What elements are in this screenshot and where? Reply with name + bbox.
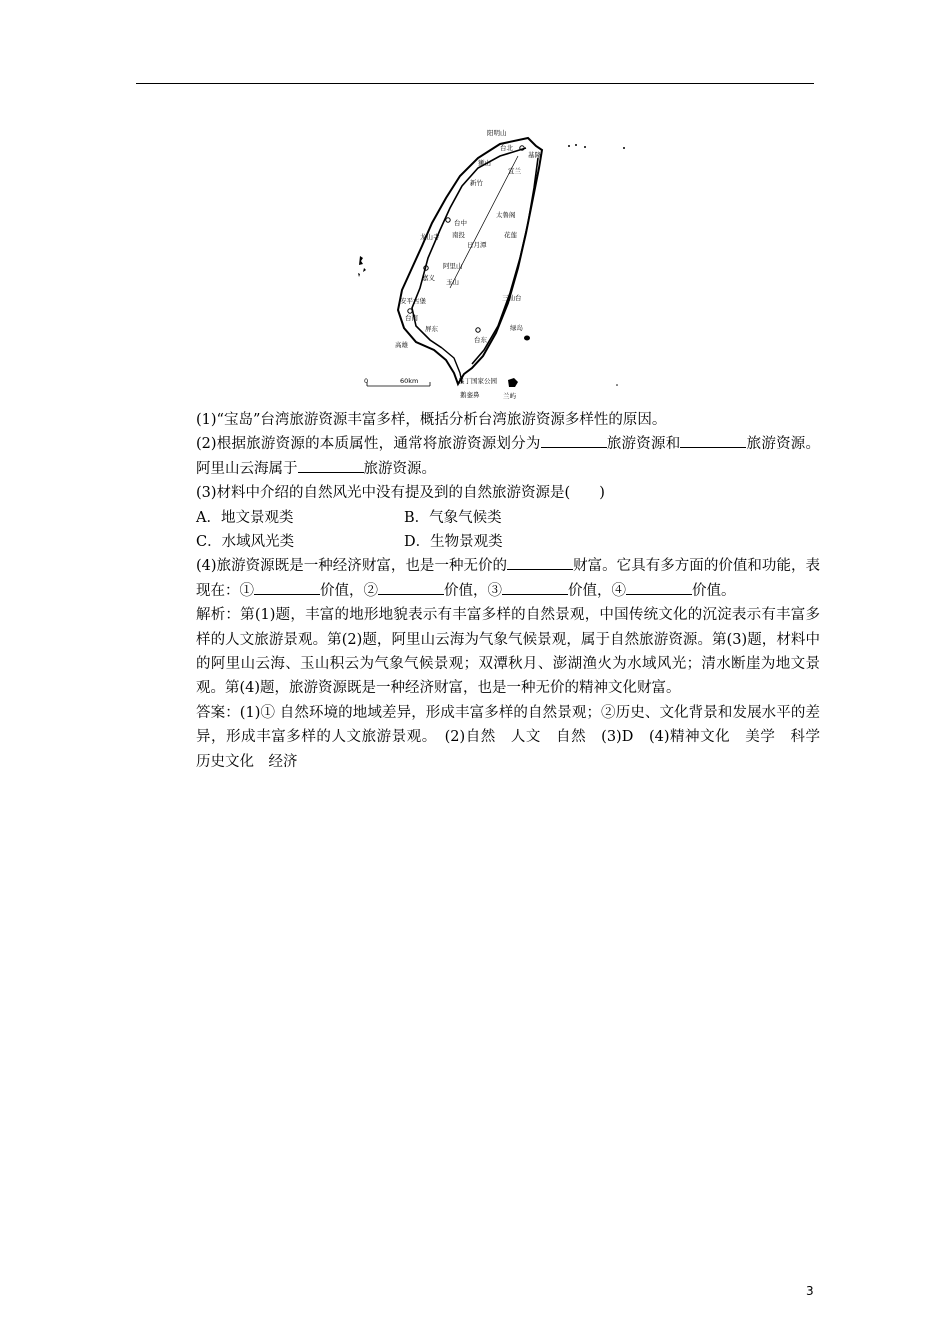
question-3: (3)材料中介绍的自然风光中没有提及到的自然旅游资源是( ) — [196, 485, 605, 502]
map-label: 日月潭 — [467, 241, 487, 249]
islet-2 — [575, 144, 577, 146]
islet-5 — [616, 384, 618, 386]
q4-text-6: 价值。 — [692, 582, 736, 599]
answer-blank — [541, 433, 607, 448]
analysis: 解析：第(1)题，丰富的地形地貌表示有丰富多样的自然景观，中国传统文化的沉淀表示有丰富多样的人文旅游景观。第(2)题，阿里山云海为气象气候景观，属于自然旅游资源。第(3)题，材料中的阿里山云海、玉山积云为气象气候景观；双潭秋月、澎湖渔火为水域风光；清水断崖为地文景观。第(4)题，旅游资源既是一种经济财富，也是一种无价的精神文化财富。 — [196, 607, 820, 697]
taizhong-marker — [446, 218, 450, 222]
option-c: C．水域风光类 — [196, 534, 295, 551]
map-label: 南投 — [452, 231, 465, 239]
islet-1 — [568, 145, 570, 147]
islet-4 — [623, 147, 625, 149]
islet-3 — [584, 146, 586, 148]
map-label: 嘉义 — [422, 274, 435, 282]
east-coast-route — [472, 158, 538, 364]
map-label: 宜兰 — [508, 167, 521, 175]
green-island — [524, 336, 530, 341]
map-label: 花莲 — [504, 231, 517, 239]
answer-blank — [298, 458, 364, 473]
options-row-2 — [196, 530, 820, 554]
q4-text-3: 价值，② — [320, 582, 378, 599]
map-label: 台中 — [454, 219, 467, 227]
map-label: 龙山寺 — [420, 233, 440, 241]
orchid-island — [508, 378, 518, 387]
question-1: (1)“宝岛”台湾旅游资源丰富多样，概括分析台湾旅游资源多样性的原因。 — [196, 412, 667, 428]
header-rule — [136, 83, 814, 84]
q4-text-2: 财富。它具有多方面的价值和功能，表现在：① — [196, 558, 821, 599]
answer-blank — [507, 555, 573, 570]
map-label: 玉山 — [446, 278, 459, 286]
tainan-marker — [408, 309, 412, 313]
q2-text-2: 旅游资源和 — [606, 436, 681, 453]
question-2 — [196, 432, 820, 481]
q4-text-5: 价值，④ — [568, 582, 626, 599]
answer-blank — [254, 580, 320, 595]
map-label: 屏东 — [425, 325, 438, 333]
map-label: 台南 — [405, 314, 418, 322]
map-label: 太鲁阁 — [496, 211, 516, 219]
question-4 — [196, 554, 820, 603]
scale-bar — [367, 382, 430, 386]
map-label: 狮山 — [478, 159, 491, 167]
map-label: 兰屿 — [503, 392, 516, 400]
q4-text-1: (4)旅游资源既是一种经济财富，也是一种无价的 — [196, 558, 508, 575]
map-label: 三仙台 — [502, 294, 522, 302]
option-a: A．地文景观类 — [196, 509, 294, 526]
map-label: 阳明山 — [487, 129, 507, 137]
q2-text-4: 旅游资源。 — [363, 460, 436, 477]
penghu-islands — [358, 256, 366, 277]
map-label: 新竹 — [470, 179, 483, 187]
map-label: 鹅銮鼻 — [460, 391, 480, 399]
scale-zero: 0 — [364, 377, 369, 385]
q2-text-1: (2)根据旅游资源的本质属性，通常将旅游资源划分为 — [196, 436, 541, 453]
map-label: 高雄 — [395, 341, 408, 349]
option-b: B．气象气候类 — [404, 509, 502, 526]
option-d: D．生物景观类 — [404, 534, 503, 551]
map-label: 台东 — [474, 336, 487, 344]
map-label: 阿里山 — [443, 262, 463, 270]
map-label: 基隆 — [528, 151, 541, 159]
answer-blank — [680, 433, 746, 448]
q2-text-3: 旅游资源。阿里山云海属于 — [196, 436, 821, 477]
map-label: 安平古堡 — [400, 297, 426, 305]
answer-blank — [378, 580, 444, 595]
scale-label: 60km — [400, 377, 419, 385]
q4-text-4: 价值，③ — [444, 582, 502, 599]
map-label: 垦丁国家公园 — [458, 377, 497, 385]
answer-blank — [502, 580, 568, 595]
map-label: 台北 — [500, 144, 513, 152]
map-label: 绿岛 — [510, 324, 523, 332]
question-content — [196, 408, 835, 774]
answer: 答案：(1)① 自然环境的地域差异，形成丰富多样的自然景观；②历史、文化背景和发展水平的差异，形成丰富多样的人文旅游景观。 (2)自然 人文 自然 (3)D (4)精神文化 美学 科学 历史文化 经济 — [196, 704, 835, 770]
answer-blank — [626, 580, 692, 595]
taidong-marker — [476, 328, 480, 332]
taiwan-map — [350, 128, 640, 403]
page-number: 3 — [806, 1284, 814, 1298]
options-row-1 — [196, 506, 820, 530]
